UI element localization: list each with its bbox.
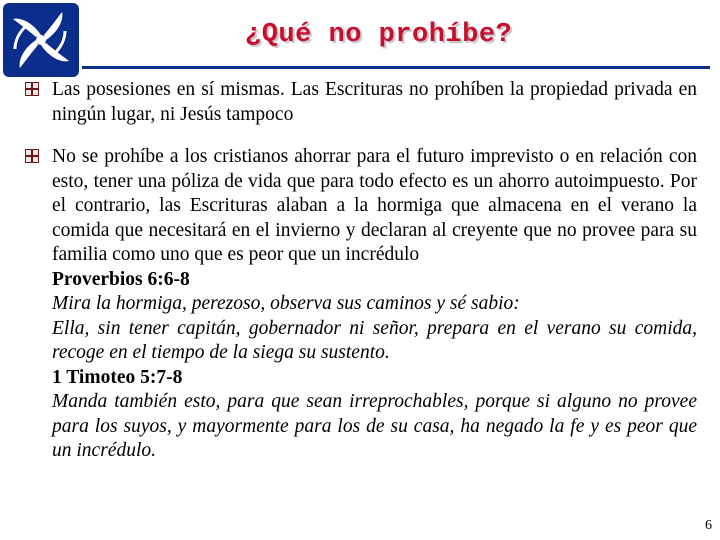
page-number: 6 <box>705 518 712 533</box>
bullet-marker-icon <box>25 82 39 96</box>
scripture-reference: Proverbios 6:6-8 <box>52 268 190 290</box>
scripture-quote: Manda también esto, para que sean irreprochables, porque si alguno no provee para los suyos, y mayormente para los de su casa, ha negado la fe y es peor que un incrédulo. <box>52 391 697 461</box>
bullet-text: No se prohíbe a los cristianos ahorrar para el futuro imprevisto o en relación con esto, tener una póliza de vida que para todo efecto es un ahorro autoimpuesto. Por el contrario, las Escrituras alaban a la hormiga que almacena en el verano la comida que necesitará en el invierno y declaran al creyente que no provee para su familia como uno que es peor que un incrédulo <box>52 146 697 265</box>
slide-title: ¿Qué no prohíbe? <box>245 20 513 50</box>
scripture-quote: Ella, sin tener capitán, gobernador ni señor, prepara en el verano su comida, recoge en el tiempo de la siega su sustento. <box>52 317 697 363</box>
bullet-marker-icon <box>25 149 39 163</box>
scripture-reference: 1 Timoteo 5:7-8 <box>52 366 183 388</box>
slide-content <box>52 78 697 464</box>
bullet-text: Las posesiones en sí mismas. Las Escrituras no prohíben la propiedad privada en ningún lugar, ni Jesús tampoco <box>52 79 697 125</box>
bullet-item <box>52 145 697 464</box>
scripture-quote: Mira la hormiga, perezoso, observa sus caminos y sé sabio: <box>52 293 520 314</box>
pinwheel-logo-icon <box>3 3 79 77</box>
title-divider <box>82 66 710 69</box>
bullet-item <box>52 78 697 127</box>
